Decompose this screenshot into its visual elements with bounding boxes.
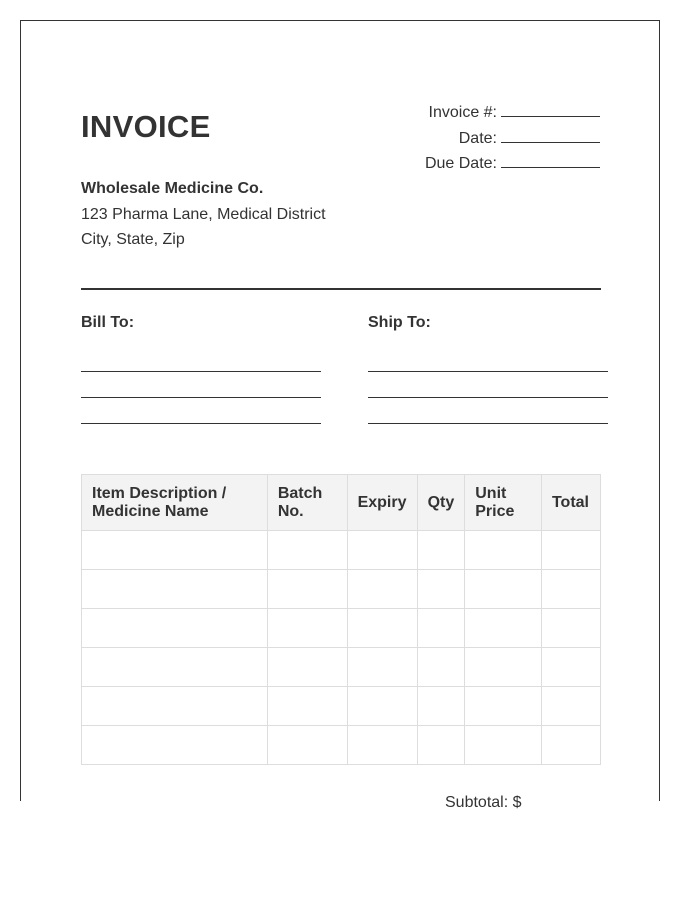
totals-section xyxy=(445,794,522,812)
header-unit-price: Unit Price xyxy=(465,475,542,531)
invoice-date-label: Date: xyxy=(458,129,497,147)
table-cell[interactable] xyxy=(347,531,417,570)
table-cell[interactable] xyxy=(417,609,465,648)
table-cell[interactable] xyxy=(267,531,347,570)
company-address-line1: 123 Pharma Lane, Medical District xyxy=(81,205,326,223)
table-cell[interactable] xyxy=(465,531,542,570)
table-cell[interactable] xyxy=(82,687,268,726)
table-row xyxy=(82,609,601,648)
ship-to-line[interactable] xyxy=(368,397,608,398)
table-cell[interactable] xyxy=(82,648,268,687)
table-cell[interactable] xyxy=(347,609,417,648)
table-row xyxy=(82,648,601,687)
table-cell[interactable] xyxy=(347,648,417,687)
table-cell[interactable] xyxy=(267,726,347,765)
table-cell[interactable] xyxy=(465,726,542,765)
header-item-description: Item Description / Medicine Name xyxy=(82,475,268,531)
table-row xyxy=(82,726,601,765)
invoice-number-label: Invoice #: xyxy=(428,104,497,121)
invoice-meta xyxy=(425,100,600,177)
header-expiry: Expiry xyxy=(347,475,417,531)
table-cell[interactable] xyxy=(82,726,268,765)
invoice-number-field[interactable] xyxy=(501,102,600,117)
table-cell[interactable] xyxy=(465,570,542,609)
table-row xyxy=(82,570,601,609)
table-cell[interactable] xyxy=(541,531,600,570)
subtotal-label: Subtotal: xyxy=(445,794,509,811)
ship-to-line[interactable] xyxy=(368,371,608,372)
table-cell[interactable] xyxy=(82,609,268,648)
bill-to-section xyxy=(81,314,321,424)
bill-to-label: Bill To: xyxy=(81,314,135,331)
table-cell[interactable] xyxy=(82,531,268,570)
table-cell[interactable] xyxy=(417,648,465,687)
header-batch-no: Batch No. xyxy=(267,475,347,531)
bill-to-line[interactable] xyxy=(81,423,321,424)
company-info xyxy=(81,176,326,253)
bill-to-line[interactable] xyxy=(81,371,321,372)
invoice-number-row xyxy=(425,100,600,126)
items-table-body xyxy=(82,531,601,765)
table-cell[interactable] xyxy=(82,570,268,609)
table-cell[interactable] xyxy=(465,609,542,648)
table-cell[interactable] xyxy=(541,570,600,609)
bill-to-line[interactable] xyxy=(81,397,321,398)
ship-to-label: Ship To: xyxy=(368,314,431,331)
ship-to-line[interactable] xyxy=(368,423,608,424)
table-cell[interactable] xyxy=(541,648,600,687)
table-cell[interactable] xyxy=(465,648,542,687)
table-cell[interactable] xyxy=(267,687,347,726)
table-cell[interactable] xyxy=(541,726,600,765)
header-total: Total xyxy=(541,475,600,531)
table-cell[interactable] xyxy=(267,609,347,648)
due-date-row xyxy=(425,151,600,177)
table-cell[interactable] xyxy=(347,726,417,765)
table-row xyxy=(82,531,601,570)
table-cell[interactable] xyxy=(541,609,600,648)
table-cell[interactable] xyxy=(267,570,347,609)
table-cell[interactable] xyxy=(417,531,465,570)
due-date-label: Due Date: xyxy=(424,155,497,172)
invoice-page xyxy=(20,20,660,811)
company-name: Wholesale Medicine Co. xyxy=(81,180,264,197)
table-cell[interactable] xyxy=(347,570,417,609)
table-cell[interactable] xyxy=(541,687,600,726)
invoice-date-field[interactable] xyxy=(501,128,600,143)
table-row xyxy=(82,687,601,726)
table-cell[interactable] xyxy=(465,687,542,726)
table-cell[interactable] xyxy=(417,726,465,765)
currency-symbol: $ xyxy=(512,794,522,811)
due-date-field[interactable] xyxy=(501,153,600,168)
invoice-title: INVOICE xyxy=(81,109,211,144)
table-cell[interactable] xyxy=(347,687,417,726)
header-qty: Qty xyxy=(417,475,465,531)
header-divider xyxy=(81,288,601,290)
table-cell[interactable] xyxy=(417,687,465,726)
table-cell[interactable] xyxy=(417,570,465,609)
company-address-line2: City, State, Zip xyxy=(81,231,185,248)
table-cell[interactable] xyxy=(267,648,347,687)
invoice-date-row xyxy=(425,126,600,152)
items-table xyxy=(81,474,601,765)
items-header-row xyxy=(82,475,601,531)
ship-to-section xyxy=(368,314,608,424)
